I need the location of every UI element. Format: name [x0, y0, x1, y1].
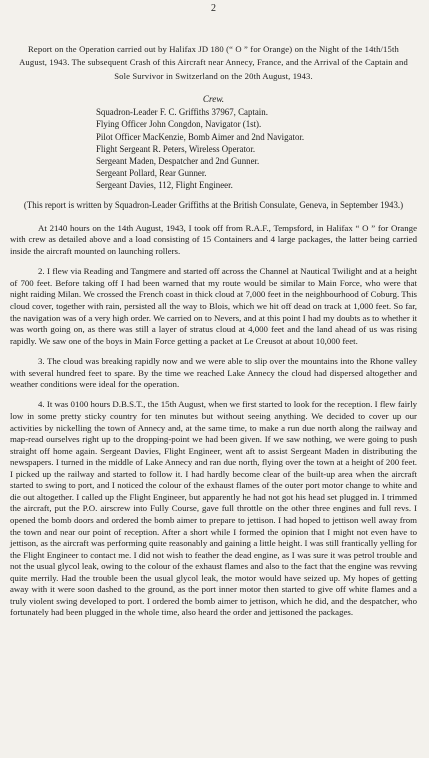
crew-member: Flight Sergeant R. Peters, Wireless Operator. [96, 143, 256, 154]
author-note: (This report is written by Squadron-Leader Griffiths at the British Consulate, Geneva, in September 1943.) [23, 199, 404, 210]
paragraph-2: 2. I flew via Reading and Tangmere and started off across the Channel at Nautical Twilight and at a height of 700 feet. Before taking off I had been warned that my route would be similar to Main Force, who were that night raiding Milan. We crossed the French coast in thick cloud at 7,000 feet in the neighbourhood of Coburg. This cloud cover, together with rain, persisted all the way to Blois, which we hit off dead on track at 1,000 feet. So far, the navigation was of a very high order. We carried on to Nevers, and at this point I had my doubts as to whether it was worth going on, as there was still a layer of stratus cloud at 4,000 feet and the land ahead of us was rising rapidly. We saw one of the boys in Main Force getting a packet at Le Creusot at about 10,000 feet. [10, 266, 417, 346]
crew-list [96, 106, 417, 191]
paragraph-1: At 2140 hours on the 14th August, 1943, I took off from R.A.F., Tempsford, in Halifax “ O ” for Orange with crew as detailed above and a load consisting of 15 Containers and 4 large packages, the latter being carried inside the aircraft mounted on launching rollers. [10, 222, 417, 256]
crew-member: Sergeant Davies, 112, Flight Engineer. [96, 180, 233, 191]
paragraph-3: 3. The cloud was breaking rapidly now and we were able to slip over the mountains into the Rhone valley with several hundred feet to spare. By the time we reached Lake Annecy the cloud had dispersed altogether and weather conditions were ideal for the operation. [10, 356, 417, 390]
crew-member: Sergeant Maden, Despatcher and 2nd Gunner. [96, 156, 260, 167]
crew-member: Pilot Officer MacKenzie, Bomb Aimer and 2nd Navigator. [96, 131, 305, 142]
crew-member: Squadron-Leader F. C. Griffiths 37967, Captain. [96, 107, 268, 118]
page-number: 2 [211, 3, 216, 14]
paragraph-4: 4. It was 0100 hours D.B.S.T., the 15th August, when we first started to look for the reception. I flew fairly low in some pretty sticky country for ten minutes but without seeing anything. We decided to cover up our activities by nickelling the town of Annecy and, at the same time, to make a run due north along the railway and map-read ourselves right up to the dropping-point we had been given. If we saw nothing, we were going to push straight off home again. Sergeant Davies, Flight Engineer, went aft to assist Sergeant Maden in distributing the newspapers. I turned in the middle of Lake Annecy and ran due north, flying over the town at a height of 200 feet. I picked up the railway and started to follow it. I had hardly become clear of the built-up area when the aircraft started to swing to port, and I noticed the colour of the exhaust flames of the outer port motor change to white and die out altogether. I called up the Flight Engineer, but apparently he had not got his head set plugged in. I trimmed the aircraft, put the P.O. airscrew into Fully Course, gave full throttle on the other three engines and full revs. I opened the bomb doors and ordered the bomb aimer to prepare to jettison. I had hoped to jettison well away from the town and near our point of reception. After a short while I formed the opinion that I might not even have to jettison, as the aircraft was performing quite reasonably and gaining a little height. I was still frantically yelling for the Flight Engineer to contact me. I did not wish to feather the dead engine, as I was sure it was petrol trouble and not the usual glycol leak, owing to the colour of the exhaust flames and also to the fact that the engine was revving quite merrily. Had the trouble been the usual glycol leak, the motor would have seized up. My hopes of getting away with it were soon dashed to the ground, as the port inner motor then started to give off white flames and a truly violent swing developed to port. I ordered the bomb aimer to jettison, which he did, and the despatcher, who fortunately had been plugged in the whole time, also heard the order and jettisoned the packages. [10, 399, 417, 618]
crew-member: Sergeant Pollard, Rear Gunner. [96, 168, 207, 179]
report-body [10, 223, 417, 619]
report-title: Report on the Operation carried out by Halifax JD 180 (“ O ” for Orange) on the Night of the 14th/15th August, 1943. The subsequent Crash of this Aircraft near Annecy, France, and the Arrival of the Captain and Sole Survivor in Switzerland on the 20th August, 1943. [19, 44, 408, 81]
crew-heading: Crew. [202, 94, 225, 105]
crew-member: Flying Officer John Congdon, Navigator (1st). [96, 119, 262, 130]
